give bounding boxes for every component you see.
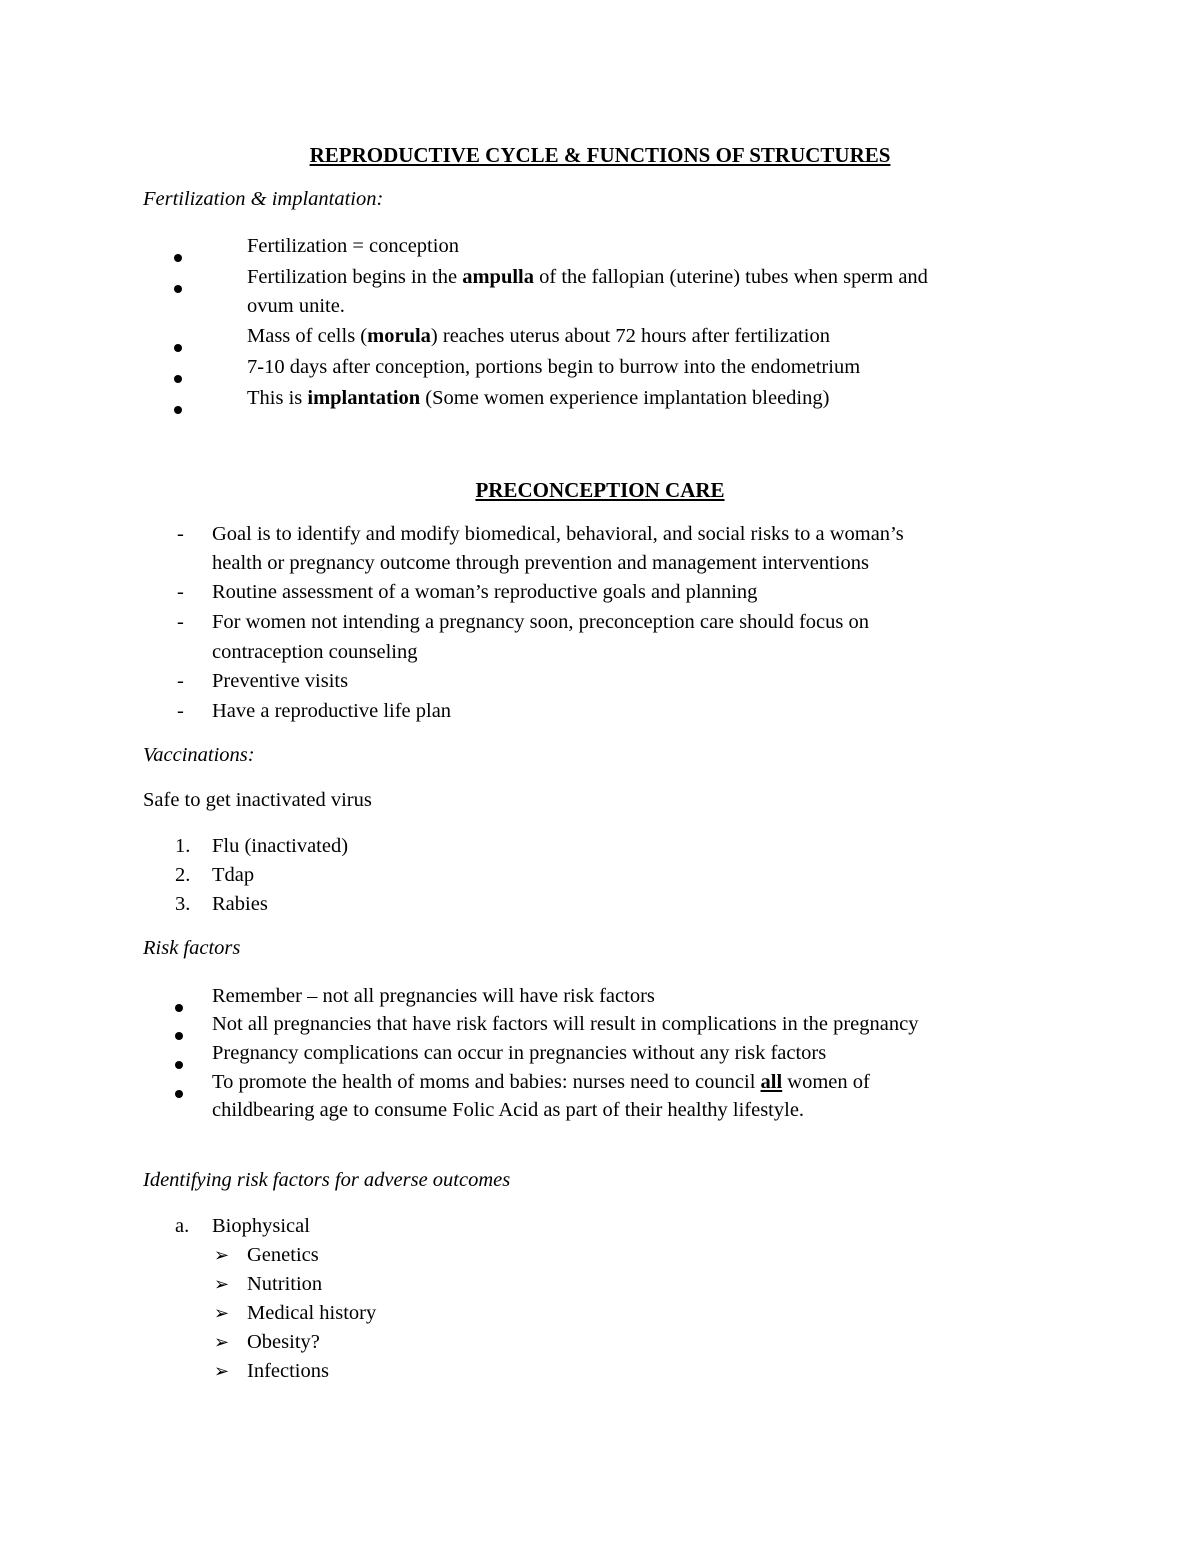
arrow-bullet-icon: ➢ — [214, 1274, 230, 1295]
bullet-dot-icon — [174, 406, 182, 414]
bullet-dot-icon — [174, 344, 182, 352]
bullet-dot-icon — [175, 1032, 183, 1040]
bullet-dot-icon — [175, 1004, 183, 1012]
subheading-vaccinations: Vaccinations: — [143, 744, 255, 766]
bullet-dot-icon — [175, 1090, 183, 1098]
subheading-fertilization: Fertilization & implantation: — [143, 188, 384, 210]
term-implantation: implantation — [307, 387, 421, 409]
vaccinations-intro: Safe to get inactivated virus — [143, 789, 372, 811]
subheading-risk-factors: Risk factors — [143, 937, 241, 959]
bullet-dot-icon — [174, 285, 182, 293]
dash-marker: - — [177, 700, 184, 722]
bullet-dot-icon — [175, 1061, 183, 1069]
dash-marker: - — [177, 581, 184, 603]
document-page: REPRODUCTIVE CYCLE & FUNCTIONS OF STRUCTURES Fertilization & implantation: Fertilization = conception Fertilization begins in the ampulla of the fallopian (uterine) tubes when sperm and ovum unite. Mass of cells (morula) reaches uterus about 72 hours after fertilization 7-10 days after conception, portions begin to burrow into the endometrium This is implantation (Some women experience implantation bleeding) PRECONCEPTION CARE - Goal is to identify and modify biomedical, behavioral, and social risks to a woman’s health or pregnancy outcome through prevention and management interventions - Routine assessment of a woman’s reproductive goals and planning - For women not intending a pregnancy soon, preconception care should focus on contraception counseling - Preventive visits - Have a reproductive life plan Vaccinations: Safe to get inactivated virus 1. Flu (inactivated) 2. Tdap 3. Rabies Risk factors Remember – not all pregnancies will have risk factors Not all pregnancies that have risk factors will result in complications in the pregnancy Pregnancy complications can occur in pregnancies without any risk factors To promote the health of moms and babies: nurses need to council all women of childbearing age to consume Folic Acid as part of their healthy lifestyle. Identifying risk factors for adverse outcomes a. Biophysical ➢ Genetics ➢ Nutrition ➢ Medical history ➢ Obesity? ➢ Infections — [0, 0, 1200, 1553]
section-title-preconception-care: PRECONCEPTION CARE — [475, 478, 725, 502]
term-ampulla: ampulla — [462, 266, 534, 288]
arrow-bullet-icon: ➢ — [214, 1361, 230, 1382]
emphasis-all: all — [760, 1071, 783, 1093]
subheading-adverse-outcomes: Identifying risk factors for adverse outcomes — [143, 1169, 511, 1191]
dash-marker: - — [177, 611, 184, 633]
term-morula: morula — [367, 325, 431, 347]
bullet-dot-icon — [174, 254, 182, 262]
section-title-reproductive-cycle: REPRODUCTIVE CYCLE & FUNCTIONS OF STRUCTURES — [309, 143, 891, 167]
arrow-bullet-icon: ➢ — [214, 1303, 230, 1324]
dash-marker: - — [177, 523, 184, 545]
arrow-bullet-icon: ➢ — [214, 1245, 230, 1266]
arrow-bullet-icon: ➢ — [214, 1332, 230, 1353]
dash-marker: - — [177, 670, 184, 692]
bullet-dot-icon — [174, 375, 182, 383]
